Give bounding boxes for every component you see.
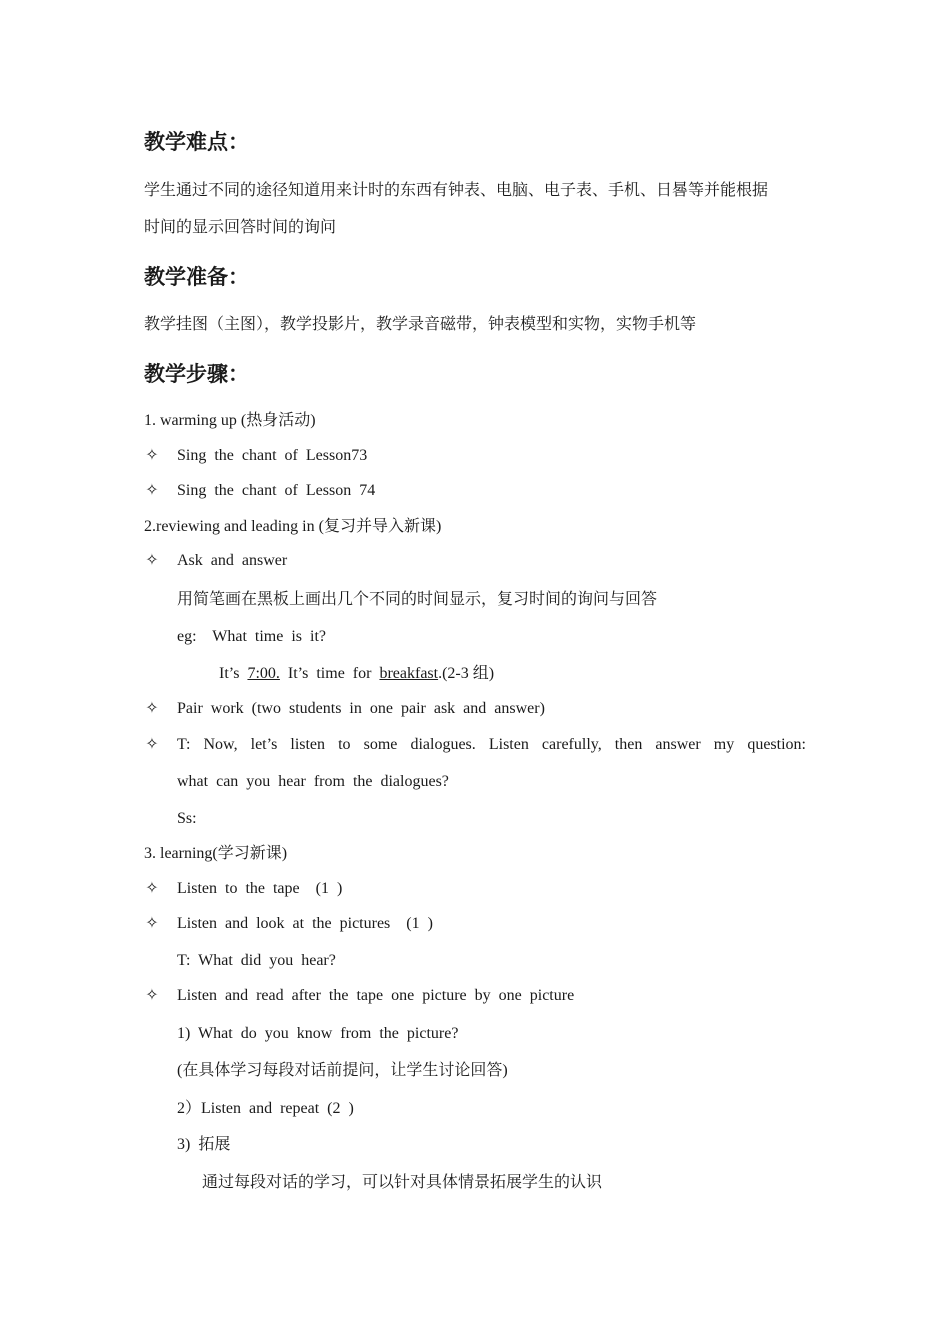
answer-mid: It’s time for <box>287 665 372 682</box>
step1-bullet-1: Sing the chant of Lesson73 <box>177 447 368 464</box>
answer-meal: breakfast <box>379 665 439 682</box>
step3-title: 3. learning(学习新课) <box>144 845 288 862</box>
step2-title: 2.reviewing and leading in (复习并导入新课) <box>144 518 442 535</box>
difficulty-text-line-1: 学生通过不同的途径知道用来计时的东西有钟表、电脑、电子表、手机、日晷等并能根据 <box>144 182 769 199</box>
heading-difficulty: 教学难点： <box>144 130 249 154</box>
step3-bullet-look: Listen and look at the pictures (1 ) <box>177 915 433 932</box>
bullet-icon: ✧ <box>145 915 159 932</box>
step3-sub-3-note: 通过每段对话的学习，可以针对具体情景拓展学生的认识 <box>202 1174 603 1191</box>
step3-teacher-question: T: What did you hear? <box>177 952 336 969</box>
step2-bullet-ask-answer: Ask and answer <box>177 552 288 569</box>
bullet-icon: ✧ <box>145 482 159 499</box>
heading-preparation: 教学准备： <box>144 265 249 289</box>
bullet-icon: ✧ <box>145 987 159 1004</box>
step2-students: Ss: <box>177 810 197 827</box>
step2-bullet-pair-work: Pair work (two students in one pair ask and answer) <box>177 700 545 717</box>
step3-sub-2: 2）Listen and repeat (2 ) <box>177 1100 354 1117</box>
step3-sub-1: 1) What do you know from the picture? <box>177 1025 459 1042</box>
answer-post: .(2-3 组) <box>438 665 495 682</box>
step3-bullet-read: Listen and read after the tape one picture by one picture <box>177 987 575 1004</box>
step2-example-question: eg: What time is it? <box>177 628 327 645</box>
step2-example-answer <box>219 664 494 684</box>
preparation-text: 教学挂图（主图），教学投影片，教学录音磁带，钟表模型和实物，实物手机等 <box>144 316 697 333</box>
bullet-icon: ✧ <box>145 700 159 717</box>
step1-bullet-2: Sing the chant of Lesson 74 <box>177 482 376 499</box>
answer-time: 7:00. <box>247 665 280 682</box>
bullet-icon: ✧ <box>145 736 159 753</box>
bullet-icon: ✧ <box>145 447 159 464</box>
step2-bullet-teacher: T: Now, let’s listen to some dialogues. Listen carefully, then answer my question: <box>177 736 806 753</box>
answer-pre: It’s <box>219 665 240 682</box>
step3-sub-3: 3) 拓展 <box>177 1136 231 1153</box>
step2-note: 用简笔画在黑板上画出几个不同的时间显示，复习时间的询问与回答 <box>177 591 658 608</box>
difficulty-text-line-2: 时间的显示回答时间的询问 <box>144 219 337 236</box>
step3-bullet-listen: Listen to the tape (1 ) <box>177 880 343 897</box>
step3-sub-1-note: (在具体学习每段对话前提问，让学生讨论回答) <box>177 1062 508 1079</box>
bullet-icon: ✧ <box>145 552 159 569</box>
bullet-icon: ✧ <box>145 880 159 897</box>
step2-teacher-cont: what can you hear from the dialogues? <box>177 773 449 790</box>
step1-title: 1. warming up (热身活动) <box>144 412 316 429</box>
heading-steps: 教学步骤： <box>144 362 249 386</box>
